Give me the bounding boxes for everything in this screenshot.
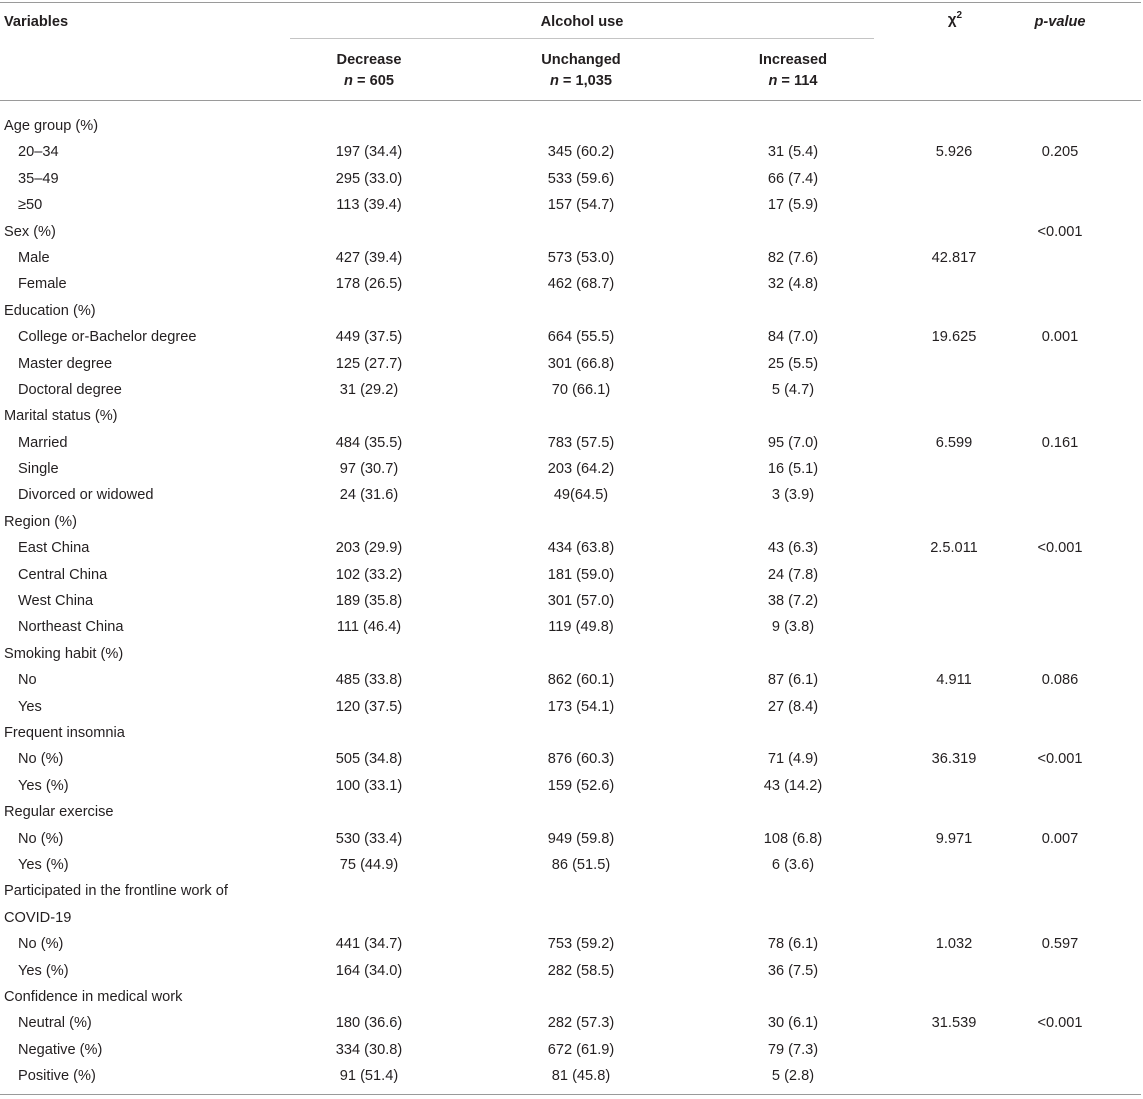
- cell-unchanged: 301 (66.8): [547, 355, 615, 372]
- cell-decrease: 91 (51.4): [339, 1068, 399, 1085]
- cell-chi-square: 5.926: [935, 144, 973, 161]
- cell-decrease: 180 (36.6): [335, 1015, 403, 1032]
- cell-decrease: 197 (34.4): [335, 144, 403, 161]
- cell-unchanged: 949 (59.8): [547, 830, 615, 847]
- table-row: [0, 535, 1143, 561]
- row-label: Male: [18, 249, 50, 266]
- cell-chi-square: 4.911: [936, 672, 972, 689]
- cell-chi-square: 19.625: [931, 329, 977, 346]
- cell-unchanged: 434 (63.8): [547, 540, 615, 557]
- table-row: [0, 271, 1143, 297]
- table-row: [0, 773, 1143, 799]
- row-label: Doctoral degree: [18, 381, 122, 398]
- cell-unchanged: 282 (58.5): [547, 962, 615, 979]
- row-label: Confidence in medical work: [4, 988, 183, 1005]
- cell-decrease: 427 (39.4): [335, 249, 403, 266]
- group-label: Increased: [758, 52, 828, 68]
- row-label: No (%): [18, 830, 64, 847]
- table-row: [0, 351, 1143, 377]
- group-n: [289, 71, 449, 92]
- row-label: No (%): [18, 936, 64, 953]
- table-row: [0, 614, 1143, 640]
- cell-increased: 9 (3.8): [771, 619, 815, 636]
- cell-p-value: 0.086: [1041, 672, 1079, 689]
- group-n: [713, 71, 873, 92]
- row-label: ≥50: [18, 197, 43, 214]
- cell-decrease: 449 (37.5): [335, 329, 403, 346]
- cell-p-value: <0.001: [1037, 540, 1083, 557]
- cell-increased: 16 (5.1): [767, 461, 819, 478]
- cell-decrease: 31 (29.2): [339, 381, 399, 398]
- cell-increased: 66 (7.4): [767, 170, 819, 187]
- cell-increased: 31 (5.4): [767, 144, 819, 161]
- cell-unchanged: 462 (68.7): [547, 276, 615, 293]
- row-label: COVID-19: [4, 909, 72, 926]
- table-row: [0, 667, 1143, 693]
- header-variables: Variables: [4, 14, 69, 30]
- row-label: Divorced or widowed: [18, 487, 154, 504]
- group-n-value: = 605: [352, 73, 394, 89]
- table-row: [0, 482, 1143, 508]
- group-n-prefix: n: [768, 73, 778, 89]
- cell-unchanged: 173 (54.1): [547, 698, 615, 715]
- group-n: [501, 71, 661, 92]
- cell-decrease: 530 (33.4): [335, 830, 403, 847]
- header-rule: [0, 100, 1141, 101]
- cell-decrease: 505 (34.8): [335, 751, 403, 768]
- cell-unchanged: 70 (66.1): [551, 381, 611, 398]
- cell-increased: 24 (7.8): [767, 566, 819, 583]
- table-row: [0, 826, 1143, 852]
- cell-chi-square: 31.539: [931, 1015, 977, 1032]
- cell-unchanged: 876 (60.3): [547, 751, 615, 768]
- row-label: Neutral (%): [18, 1015, 92, 1032]
- cell-p-value: <0.001: [1037, 223, 1083, 240]
- cell-decrease: 113 (39.4): [336, 197, 402, 214]
- header-p-value: p-value: [1034, 14, 1086, 30]
- cell-p-value: 0.161: [1041, 434, 1079, 451]
- group-n-value: = 114: [777, 73, 818, 89]
- cell-p-value: 0.007: [1041, 830, 1079, 847]
- cell-decrease: 125 (27.7): [335, 355, 403, 372]
- cell-decrease: 97 (30.7): [339, 461, 399, 478]
- table-row: [0, 958, 1143, 984]
- row-label: Negative (%): [18, 1041, 103, 1058]
- cell-chi-square: 36.319: [931, 751, 977, 768]
- table-row-category: [0, 720, 1143, 746]
- cell-unchanged: 181 (59.0): [547, 566, 615, 583]
- cell-decrease: 441 (34.7): [335, 936, 403, 953]
- cell-increased: 78 (6.1): [767, 936, 819, 953]
- table-row-category: [0, 219, 1143, 245]
- table-body: [0, 113, 1143, 1089]
- cell-decrease: 295 (33.0): [335, 170, 403, 187]
- table-row-category: [0, 799, 1143, 825]
- row-label: Female: [18, 276, 67, 293]
- row-label: Age group (%): [4, 118, 99, 134]
- cell-increased: 36 (7.5): [767, 962, 819, 979]
- row-label: College or-Bachelor degree: [18, 329, 197, 346]
- table-row-category: [0, 298, 1143, 324]
- row-label: West China: [18, 593, 94, 610]
- top-rule: [0, 2, 1141, 3]
- table-row: [0, 931, 1143, 957]
- row-label: Central China: [18, 566, 108, 583]
- table-row: [0, 1010, 1143, 1036]
- group-label: Unchanged: [541, 52, 621, 68]
- table-row-category: [0, 878, 1143, 904]
- cell-p-value: 0.205: [1041, 144, 1079, 161]
- cell-increased: 87 (6.1): [767, 672, 819, 689]
- cell-chi-square: 6.599: [935, 434, 973, 451]
- row-label: No: [18, 672, 37, 689]
- cell-unchanged: 159 (52.6): [547, 777, 615, 794]
- row-label: Yes (%): [18, 777, 69, 794]
- row-label: Marital status (%): [4, 408, 118, 425]
- cell-decrease: 484 (35.5): [335, 434, 403, 451]
- cell-increased: 43 (6.3): [767, 540, 819, 557]
- cell-increased: 38 (7.2): [767, 593, 819, 610]
- cell-decrease: 24 (31.6): [339, 487, 399, 504]
- cell-increased: 6 (3.6): [771, 856, 815, 873]
- bottom-rule: [0, 1094, 1141, 1095]
- group-n-prefix: n: [549, 73, 559, 89]
- cell-decrease: 111 (46.4): [336, 619, 402, 636]
- cell-increased: 5 (4.7): [771, 381, 815, 398]
- table-row: [0, 1063, 1143, 1089]
- row-label: Sex (%): [4, 223, 56, 240]
- header-chi-square: [920, 10, 990, 28]
- cell-chi-square: 1.032: [935, 936, 973, 953]
- cell-chi-square: 2.5.011: [930, 540, 978, 557]
- header-alcohol-use: Alcohol use: [540, 14, 624, 30]
- row-label: East China: [18, 540, 90, 557]
- group-n-value: = 1,035: [558, 73, 613, 89]
- table-row: [0, 192, 1143, 218]
- cell-increased: 32 (4.8): [767, 276, 819, 293]
- row-label: Yes (%): [18, 962, 69, 979]
- cell-increased: 5 (2.8): [771, 1068, 815, 1085]
- row-label: 35–49: [18, 170, 59, 187]
- row-label: Region (%): [4, 513, 77, 530]
- cell-chi-square: 9.971: [935, 830, 973, 847]
- cell-increased: 17 (5.9): [767, 197, 819, 214]
- cell-increased: 43 (14.2): [763, 777, 823, 794]
- cell-decrease: 178 (26.5): [335, 276, 403, 293]
- cell-unchanged: 753 (59.2): [547, 936, 615, 953]
- row-label: Education (%): [4, 302, 96, 319]
- cell-increased: 82 (7.6): [767, 249, 819, 266]
- cell-unchanged: 301 (57.0): [547, 593, 615, 610]
- table-row: [0, 430, 1143, 456]
- cell-unchanged: 862 (60.1): [547, 672, 615, 689]
- row-label: Smoking habit (%): [4, 645, 124, 662]
- cell-unchanged: 672 (61.9): [547, 1041, 615, 1058]
- table-row: [0, 694, 1143, 720]
- row-label: 20–34: [18, 144, 59, 161]
- table-row-category: [0, 509, 1143, 535]
- cell-unchanged: 533 (59.6): [547, 170, 615, 187]
- table-row: [0, 245, 1143, 271]
- row-label: No (%): [18, 751, 64, 768]
- table-row-category: [0, 641, 1143, 667]
- cell-decrease: 75 (44.9): [339, 856, 399, 873]
- table-row: [0, 588, 1143, 614]
- row-label: Northeast China: [18, 619, 124, 636]
- table-row-category: [0, 984, 1143, 1010]
- chi-superscript: 2: [956, 10, 963, 21]
- chi-symbol: χ: [947, 11, 957, 28]
- table-row-category: [0, 905, 1143, 931]
- cell-unchanged: 203 (64.2): [547, 461, 615, 478]
- cell-unchanged: 783 (57.5): [547, 434, 615, 451]
- cell-unchanged: 86 (51.5): [551, 856, 611, 873]
- cell-increased: 108 (6.8): [763, 830, 823, 847]
- cell-unchanged: 345 (60.2): [547, 144, 615, 161]
- cell-p-value: 0.597: [1041, 936, 1079, 953]
- cell-decrease: 189 (35.8): [335, 593, 403, 610]
- cell-chi-square: 42.817: [931, 249, 977, 266]
- cell-decrease: 334 (30.8): [335, 1041, 403, 1058]
- table-row: [0, 746, 1143, 772]
- cell-unchanged: 573 (53.0): [547, 249, 615, 266]
- cell-increased: 95 (7.0): [767, 434, 819, 451]
- cell-p-value: <0.001: [1037, 751, 1083, 768]
- cell-p-value: <0.001: [1037, 1015, 1083, 1032]
- cell-unchanged: 664 (55.5): [547, 329, 615, 346]
- table-row: [0, 377, 1143, 403]
- row-label: Married: [18, 434, 68, 451]
- row-label: Yes (%): [18, 856, 69, 873]
- header-group-increased: [713, 50, 873, 92]
- table-row-category: [0, 403, 1143, 429]
- cell-increased: 79 (7.3): [767, 1041, 819, 1058]
- row-label: Regular exercise: [4, 804, 114, 821]
- row-label: Single: [18, 461, 59, 478]
- cell-increased: 3 (3.9): [771, 487, 815, 504]
- cell-decrease: 100 (33.1): [335, 777, 403, 794]
- cell-decrease: 102 (33.2): [335, 566, 403, 583]
- cell-decrease: 164 (34.0): [335, 962, 403, 979]
- group-n-prefix: n: [344, 73, 353, 89]
- header-group-decrease: [289, 50, 449, 92]
- row-label: Yes: [18, 698, 42, 715]
- table-row: [0, 562, 1143, 588]
- cell-decrease: 203 (29.9): [335, 540, 403, 557]
- cell-decrease: 485 (33.8): [335, 672, 403, 689]
- header-group-unchanged: [501, 50, 661, 92]
- table-row: [0, 324, 1143, 350]
- row-label: Participated in the frontline work of: [4, 883, 228, 900]
- cell-increased: 71 (4.9): [767, 751, 819, 768]
- group-label: Decrease: [336, 52, 402, 68]
- cell-unchanged: 282 (57.3): [547, 1015, 615, 1032]
- table-row: [0, 139, 1143, 165]
- cell-p-value: 0.001: [1041, 329, 1079, 346]
- cell-increased: 30 (6.1): [767, 1015, 819, 1032]
- table-row: [0, 852, 1143, 878]
- cell-unchanged: 81 (45.8): [551, 1068, 611, 1085]
- table-row: [0, 1037, 1143, 1063]
- table-row: [0, 166, 1143, 192]
- cell-unchanged: 157 (54.7): [547, 197, 615, 214]
- cell-unchanged: 49(64.5): [553, 487, 609, 504]
- row-label: Positive (%): [18, 1068, 96, 1085]
- cell-decrease: 120 (37.5): [335, 698, 403, 715]
- cell-increased: 25 (5.5): [767, 355, 819, 372]
- cell-increased: 84 (7.0): [767, 329, 819, 346]
- cell-increased: 27 (8.4): [767, 698, 819, 715]
- row-label: Master degree: [18, 355, 113, 372]
- row-label: Frequent insomnia: [4, 724, 125, 741]
- table-row-category: [0, 113, 1143, 139]
- table-row: [0, 456, 1143, 482]
- header-group-rule: [290, 38, 874, 39]
- cell-unchanged: 119 (49.8): [548, 619, 614, 636]
